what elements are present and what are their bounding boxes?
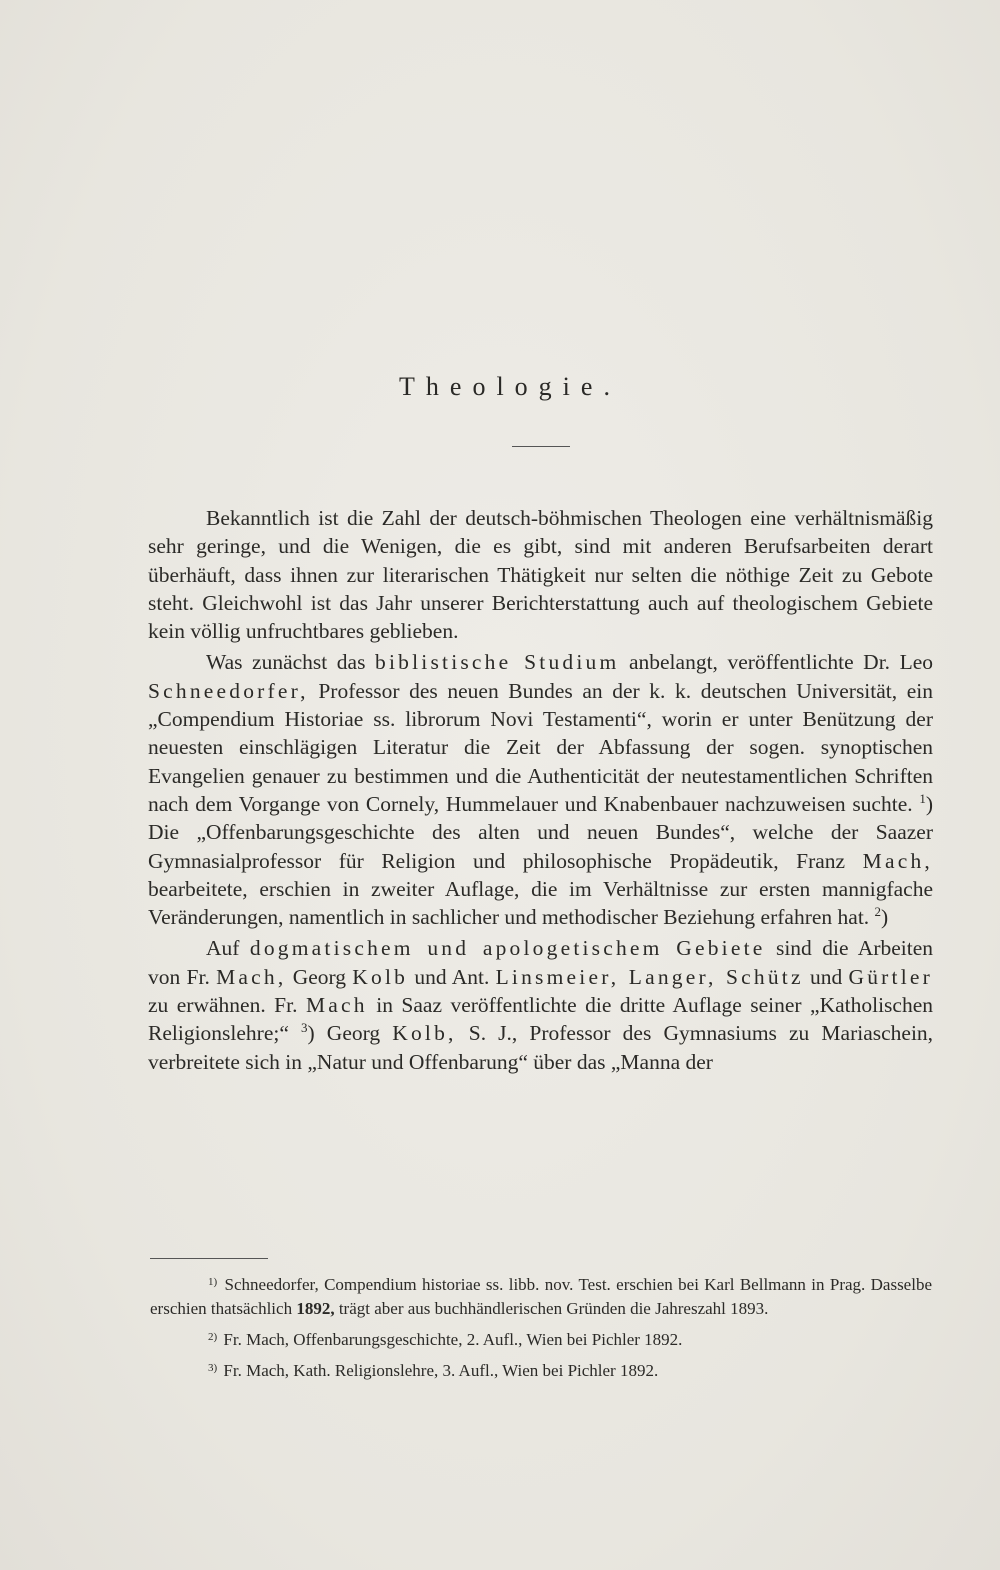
footnote-text: Schneedorfer, Compendium historiae ss. libb. nov. Test. erschien bei Karl Bellmann in Prag. Dasselbe erschien thatsächlich: [150, 1275, 932, 1318]
text-span: ): [881, 905, 889, 930]
footnote-mark: 2): [208, 1331, 218, 1343]
footnote-ref-3: 3: [301, 1020, 308, 1036]
spaced-name: Mach,: [862, 848, 933, 873]
text-span: ): [307, 1021, 315, 1046]
footnote-ref-2: 2: [874, 904, 882, 919]
text-span: anbelangt, veröffentlichte Dr. Leo: [628, 650, 934, 675]
footnote-3: [150, 1356, 932, 1383]
footnote-mark: 1): [208, 1276, 218, 1288]
spaced-name: Gürtler: [848, 964, 933, 989]
footnote-text: Fr. Mach, Offenbarungsgeschichte, 2. Aufl., Wien bei Pichler 1892.: [223, 1330, 683, 1349]
text-span: bearbeitete, erschien in zweiter Auflage, die im Verhältnisse zur ersten mannigfache Veränderungen, namentlich in sachlicher und methodischer Beziehung erfahren hat.: [148, 876, 933, 930]
spaced-name: Linsmeier, Langer, Schütz: [495, 964, 804, 989]
text-span: in Saaz veröffentlichte die dritte Auflage seiner „Katholischen Religionslehre;“: [148, 993, 934, 1046]
spaced-term: biblistische Studium: [375, 650, 620, 675]
text-span: Auf: [206, 936, 240, 961]
footnote-text: trägt aber aus buchhändlerischen Gründen die Jahreszahl 1893.: [338, 1299, 769, 1318]
body-text: [148, 504, 933, 1076]
spaced-name: Mach,: [216, 964, 287, 989]
footnote-1: [150, 1270, 932, 1321]
footnote-ref-1: 1: [919, 790, 926, 806]
footnote-mark: 3): [208, 1362, 218, 1374]
paragraph-1: Bekanntlich ist die Zahl der deutsch-böhmischen Theologen eine verhältnismäßig sehr geringe, und die Wenigen, die es gibt, sind mit anderen Berufsarbeiten derart überhäuft, dass ihnen zur literarischen Thätigkeit nur selten die nöthige Zeit zu Gebote steht. Gleichwohl ist das Jahr unserer Berichterstattung auch auf theologischem Gebiete kein völlig unfruchtbares geblieben.: [148, 506, 933, 644]
spaced-name: Kolb,: [392, 1021, 457, 1046]
paragraph-2: [148, 648, 933, 931]
footnote-divider: [150, 1258, 268, 1259]
footnote-2: [150, 1325, 932, 1352]
text-span: Georg: [326, 1021, 381, 1046]
text-span: ) Die „Offenbarungsgeschichte des alten und neuen Bundes“, welche der Saazer Gymnasialprofessor für Religion und philosophische Propädeutik, Franz: [148, 791, 933, 873]
text-span: zu erwähnen. Fr.: [148, 993, 298, 1018]
text-span: und: [809, 964, 843, 989]
spaced-name: Schneedorfer,: [148, 678, 309, 703]
text-span: Professor des neuen Bundes an der k. k. deutschen Universität, ein „Compendium Historiae ss. librorum Novi Testamenti“, worin er unter Benützung der neuesten einschlägigen Literatur die Zeit der Abfassung der sogen. synoptischen Evangelien genauer zu bestimmen und die Authenticität der neutestamentlichen Schriften nach dem Vorgange von Cornely, Hummelauer und Knabenbauer nachzuweisen suchte.: [148, 678, 933, 816]
spaced-term: dogmatischem und apologetischem Gebiete: [249, 936, 766, 961]
text-span: und Ant.: [414, 964, 490, 989]
spaced-name: Mach: [305, 993, 368, 1018]
page-title: Theologie.: [399, 372, 621, 401]
footnote-text: Fr. Mach, Kath. Religionslehre, 3. Aufl., Wien bei Pichler 1892.: [223, 1361, 659, 1380]
title-divider: [512, 446, 570, 447]
footnote-bold-year: 1892,: [296, 1299, 335, 1318]
text-span: S. J., Professor des Gymnasiums zu Mariaschein, verbreitete sich in „Natur und Offenbarung“ über das „Manna der: [148, 1021, 934, 1074]
text-span: sind die Arbeiten von Fr.: [148, 936, 934, 989]
spaced-name: Kolb: [352, 964, 409, 989]
text-span: Was zunächst das: [206, 650, 366, 675]
footnotes: [150, 1270, 932, 1387]
paragraph-3: [148, 934, 933, 1075]
text-span: Georg: [292, 964, 347, 989]
